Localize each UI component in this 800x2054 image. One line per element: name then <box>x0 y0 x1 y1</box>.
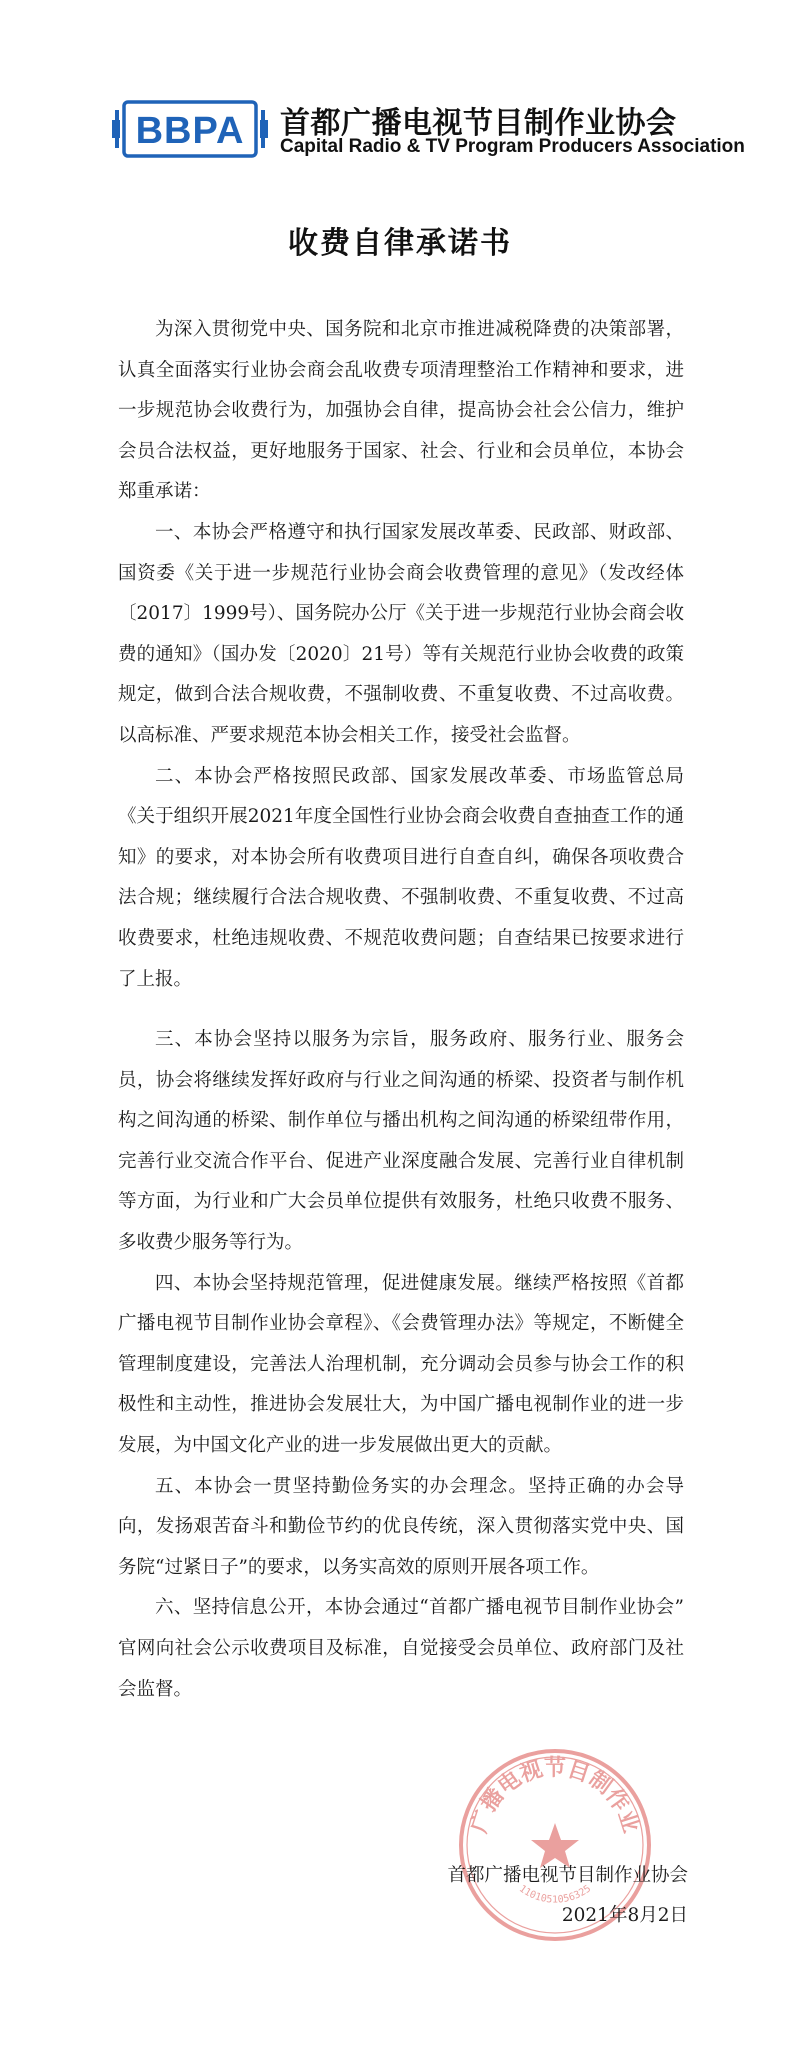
paragraph-2: 二、本协会严格按照民政部、国家发展改革委、市场监管总局《关于组织开展2021年度全国性行业协会商会收费自查抽查工作的通知》的要求，对本协会所有收费项目进行自查自纠，确保各项收费合法合规；继续履行合法合规收费、不强制收费、不重复收费、不过高收费要求，杜绝违规收费、不规范收费问题；自查结果已按要求进行了上报。 <box>118 765 684 990</box>
svg-text:首都广播电视节目制作业协会 <box>455 1745 643 1836</box>
paragraph-intro: 为深入贯彻党中央、国务院和北京市推进减税降费的决策部署，认真全面落实行业协会商会乱收费专项清理整治工作精神和要求，进一步规范协会收费行为，加强协会自律，提高协会社会公信力，维护会员合法权益，更好地服务于国家、社会、行业和会员单位，本协会郑重承诺： <box>118 319 684 503</box>
document-body <box>118 310 684 1710</box>
seal-number: 1101051056325 <box>516 1883 594 1906</box>
header-logo <box>112 96 745 162</box>
document-title: 收费自律承诺书 <box>288 226 512 261</box>
signature-date: 2021年8月2日 <box>561 1905 688 1926</box>
seal-text: 广播电视节目制作业 <box>466 1756 644 1836</box>
paragraph-1: 一、本协会严格遵守和执行国家发展改革委、民政部、财政部、国资委《关于进一步规范行业协会商会收费管理的意见》（发改经体〔2017〕1999号）、国务院办公厅《关于进一步规范行业协会商会收费的通知》（国办发〔2020〕21号）等有关规范行业协会收费的政策规定，做到合法合规收费，不强制收费、不重复收费、不过高收费。以高标准、严要求规范本协会相关工作，接受社会监督。 <box>118 521 684 746</box>
logo-text: BBPA <box>135 110 245 152</box>
paragraph-5: 五、本协会一贯坚持勤俭务实的办会理念。坚持正确的办会导向，发扬艰苦奋斗和勤俭节约的优良传统，深入贯彻落实党中央、国务院“过紧日子”的要求，以务实高效的原则开展各项工作。 <box>118 1475 684 1578</box>
paragraph-6: 六、坚持信息公开，本协会通过“首都广播电视节目制作业协会” 官网向社会公示收费项目及标准，自觉接受会员单位、政府部门及社会监督。 <box>118 1597 684 1700</box>
signature-block <box>447 1856 688 1936</box>
paragraph-3: 三、本协会坚持以服务为宗旨，服务政府、服务行业、服务会员，协会将继续发挥好政府与行业之间沟通的桥梁、投资者与制作机构之间沟通的桥梁、制作单位与播出机构之间沟通的桥梁纽带作用，完善行业交流合作平台、促进产业深度融合发展、完善行业自律机制等方面，为行业和广大会员单位提供有效服务，杜绝只收费不服务、多收费少服务等行为。 <box>118 1029 684 1254</box>
org-name-cn: 首都广播电视节目制作业协会 <box>280 106 677 141</box>
bbpa-logo-icon <box>112 100 268 158</box>
signature-org: 首都广播电视节目制作业协会 <box>447 1865 688 1886</box>
paragraph-4: 四、本协会坚持规范管理，促进健康发展。继续严格按照《首都广播电视节目制作业协会章程》、《会费管理办法》等规定，不断健全管理制度建设，完善法人治理机制，充分调动会员参与协会工作的积极性和主动性，推进协会发展壮大，为中国广播电视制作业的进一步发展，为中国文化产业的进一步发展做出更大的贡献。 <box>118 1272 684 1457</box>
org-name-en: Capital Radio & TV Program Producers Association <box>280 136 745 157</box>
